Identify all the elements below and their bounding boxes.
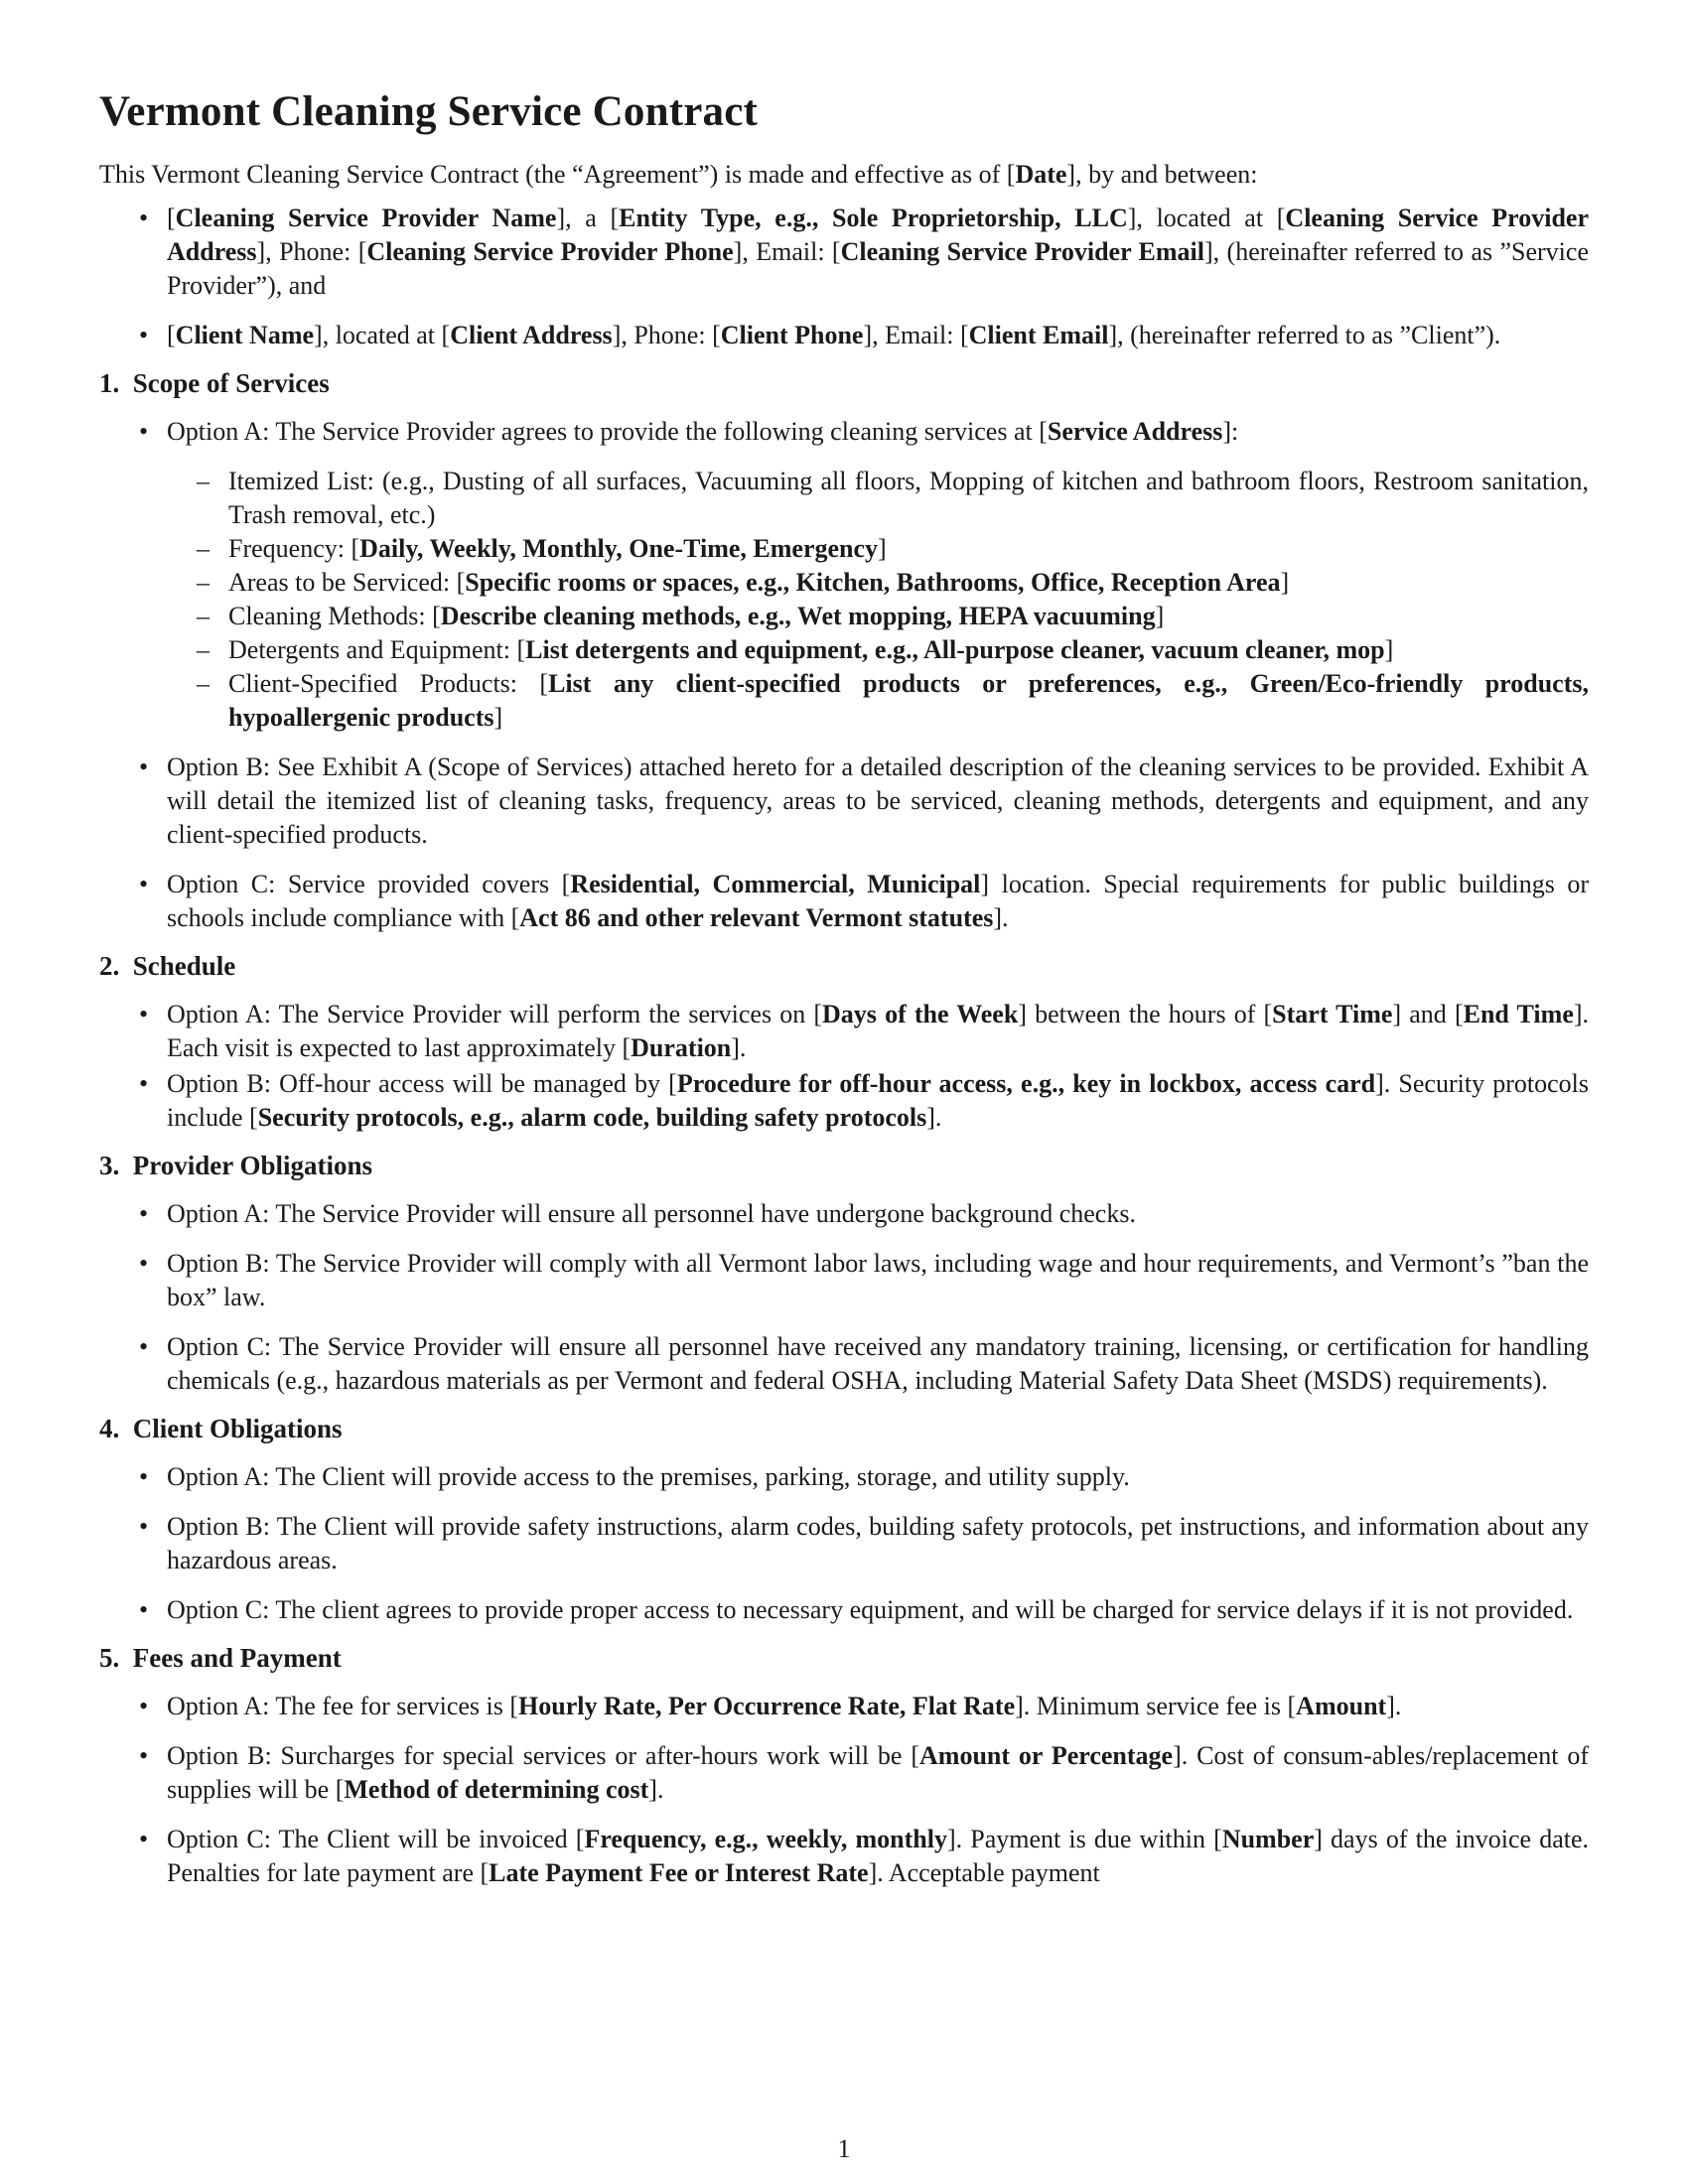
section-heading-scope: 1. Scope of Services: [99, 368, 330, 398]
scope-methods: – Cleaning Methods: [Describe cleaning methods, e.g., Wet mopping, HEPA vacuuming]: [167, 600, 1589, 633]
contract-page: [99, 87, 1589, 1906]
client-obligation-options: [99, 1460, 1589, 1627]
schedule-option-a: • Option A: The Service Provider will perform the services on [Days of the Week] between the hours of [Start Time] and [End Time]. Each visit is expected to last approximately [Duration].: [99, 998, 1589, 1065]
scope-areas: – Areas to be Serviced: [Specific rooms or spaces, e.g., Kitchen, Bathrooms, Office, Reception Area]: [167, 566, 1589, 600]
section-heading-schedule: 2. Schedule: [99, 951, 236, 981]
document-title: Vermont Cleaning Service Contract: [99, 88, 759, 135]
provider-option-b: • Option B: The Service Provider will comply with all Vermont labor laws, including wage and hour requirements, and Vermont’s ”ban the box” law.: [99, 1247, 1589, 1314]
scope-products: – Client-Specified Products: [List any client-specified products or preferences, e.g., Green/Eco-friendly products, hypoallergenic products]: [167, 667, 1589, 735]
scope-option-b: • Option B: See Exhibit A (Scope of Services) attached hereto for a detailed description of the cleaning services to be provided. Exhibit A will detail the itemized list of cleaning tasks, frequency, areas to be serviced, cleaning methods, detergents and equipment, and any client-specified products.: [99, 751, 1589, 852]
client-option-a: • Option A: The Client will provide access to the premises, parking, storage, and utility supply.: [99, 1460, 1589, 1494]
party-client: • [Client Name], located at [Client Address], Phone: [Client Phone], Email: [Client Email], (hereinafter referred to as ”Client”).: [99, 319, 1589, 352]
client-option-c: • Option C: The client agrees to provide proper access to necessary equipment, and will be charged for service delays if it is not provided.: [99, 1593, 1589, 1627]
scope-itemized: – Itemized List: (e.g., Dusting of all surfaces, Vacuuming all floors, Mopping of kitchen and bathroom floors, Restroom sanitation, Trash removal, etc.): [167, 465, 1589, 532]
scope-sub-list: [167, 465, 1589, 735]
provider-option-a: • Option A: The Service Provider will ensure all personnel have undergone background checks.: [99, 1197, 1589, 1231]
section-heading-provider-obligations: 3. Provider Obligations: [99, 1151, 373, 1180]
scope-frequency: – Frequency: [Daily, Weekly, Monthly, One-Time, Emergency]: [167, 532, 1589, 566]
fees-options: [99, 1690, 1589, 1890]
client-option-b: • Option B: The Client will provide safety instructions, alarm codes, building safety protocols, pet instructions, and information about any hazardous areas.: [99, 1510, 1589, 1577]
party-provider: • [Cleaning Service Provider Name], a [Entity Type, e.g., Sole Proprietorship, LLC], located at [Cleaning Service Provider Address], Phone: [Cleaning Service Provider Phone], Email: [Cleaning Service Provider Email], (hereinafter referred to as ”Service Provider”), and: [99, 202, 1589, 303]
intro-paragraph: This Vermont Cleaning Service Contract (the “Agreement”) is made and effective as of [Date], by and between:: [99, 160, 1258, 189]
fees-option-c: • Option C: The Client will be invoiced [Frequency, e.g., weekly, monthly]. Payment is due within [Number] days of the invoice date. Penalties for late payment are [Late Payment Fee or Interest Rate]. Acceptable payment: [99, 1823, 1589, 1890]
scope-detergents: – Detergents and Equipment: [List detergents and equipment, e.g., All-purpose cleaner, vacuum cleaner, mop]: [167, 633, 1589, 667]
fees-option-b: • Option B: Surcharges for special services or after-hours work will be [Amount or Percentage]. Cost of consum-ables/replacement of supplies will be [Method of determining cost].: [99, 1739, 1589, 1807]
schedule-options: [99, 998, 1589, 1135]
page-number: 1: [837, 2134, 851, 2163]
section-heading-fees: 5. Fees and Payment: [99, 1643, 342, 1673]
provider-obligation-options: [99, 1197, 1589, 1398]
scope-option-c: • Option C: Service provided covers [Residential, Commercial, Municipal] location. Special requirements for public buildings or schools include compliance with [Act 86 and other relevant Vermont statutes].: [99, 868, 1589, 935]
schedule-option-b: • Option B: Off-hour access will be managed by [Procedure for off-hour access, e.g., key in lockbox, access card]. Security protocols include [Security protocols, e.g., alarm code, building safety protocols].: [99, 1067, 1589, 1135]
scope-option-a: • Option A: The Service Provider agrees to provide the following cleaning services at [Service Address]: – Itemized List: (e.g., Dusting of all surfaces, Vacuuming all floors, Mopping of kitchen and bathroom floors, Restroom sanitation, Trash removal, etc.) – Frequency: [Daily, Weekly, Monthly, One-Time, Emergency] – Areas to be Serviced: [Specific rooms or spaces, e.g., Kitchen, Bathrooms, Office, Reception Area] – Cleaning Methods: [Describe cleaning methods, e.g., Wet mopping, HEPA vacuuming] – Detergents and Equipment: [List detergents and equipment, e.g., All-purpose cleaner, vacuum cleaner, mop] – Client-Specified Products: [List any client-specified products or preferences, e.g., Green/Eco-friendly products, hypoallergenic products]: [99, 415, 1589, 735]
fees-option-a: • Option A: The fee for services is [Hourly Rate, Per Occurrence Rate, Flat Rate]. Minimum service fee is [Amount].: [99, 1690, 1589, 1723]
provider-option-c: • Option C: The Service Provider will ensure all personnel have received any mandatory training, licensing, or certification for handling chemicals (e.g., hazardous materials as per Vermont and federal OSHA, including Material Safety Data Sheet (MSDS) requirements).: [99, 1330, 1589, 1398]
section-heading-client-obligations: 4. Client Obligations: [99, 1414, 343, 1443]
parties-list: [99, 202, 1589, 352]
scope-options: [99, 415, 1589, 935]
